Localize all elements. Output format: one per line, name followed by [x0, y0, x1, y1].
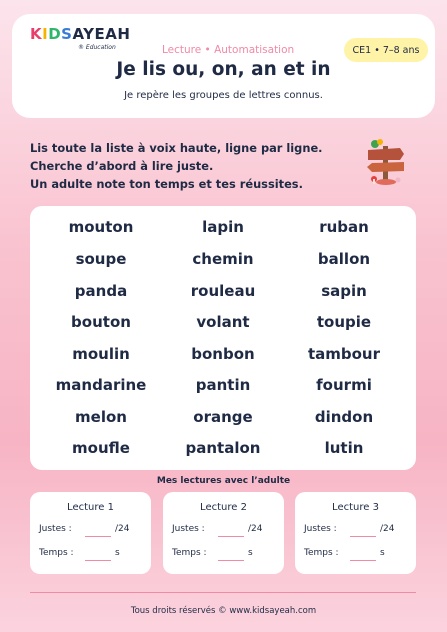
logo-text: KIDSAYEAH	[30, 25, 131, 43]
time-label: Temps :	[172, 548, 207, 558]
level-badge: CE1 • 7–8 ans	[344, 38, 428, 62]
correct-label: Justes :	[304, 524, 337, 534]
instruction-line: Cherche d’abord à lire juste.	[30, 159, 214, 173]
word: soupe	[75, 250, 127, 268]
category-label: Lecture • Automatisation	[162, 44, 295, 56]
word: mouton	[68, 218, 134, 236]
word: pantin	[195, 376, 251, 394]
reading-box-1	[30, 492, 151, 574]
word: ruban	[319, 218, 369, 236]
word: panda	[74, 282, 128, 300]
word: melon	[75, 408, 127, 426]
word: rouleau	[190, 282, 256, 300]
logo	[30, 25, 140, 59]
word: ballon	[317, 250, 371, 268]
signpost-icon	[364, 138, 408, 186]
reading-title: Lecture 3	[332, 502, 379, 513]
word: bonbon	[191, 345, 255, 363]
word: bouton	[71, 313, 131, 331]
correct-total: /24	[248, 524, 263, 534]
logo-subtext: ® Education	[78, 44, 116, 51]
word: fourmi	[316, 376, 372, 394]
correct-total: /24	[115, 524, 130, 534]
reading-box-3	[295, 492, 416, 574]
correct-blank[interactable]	[85, 536, 111, 537]
time-unit: s	[248, 548, 253, 558]
word: dindon	[314, 408, 374, 426]
reading-box-2	[163, 492, 284, 574]
readings-section-title: Mes lectures avec l’adulte	[156, 476, 291, 486]
correct-blank[interactable]	[218, 536, 244, 537]
correct-total: /24	[380, 524, 395, 534]
reading-title: Lecture 1	[67, 502, 114, 513]
word: mandarine	[55, 376, 147, 394]
instructions	[30, 139, 330, 193]
time-label: Temps :	[304, 548, 339, 558]
footer-copyright: Tous droits réservés © www.kidsayeah.com	[130, 606, 317, 616]
word: lutin	[324, 439, 364, 457]
time-blank[interactable]	[85, 560, 111, 561]
word: moufle	[72, 439, 130, 457]
word: orange	[193, 408, 253, 426]
time-blank[interactable]	[218, 560, 244, 561]
word: toupie	[316, 313, 372, 331]
reading-title: Lecture 2	[200, 502, 247, 513]
word: chemin	[192, 250, 254, 268]
time-label: Temps :	[39, 548, 74, 558]
correct-label: Justes :	[39, 524, 72, 534]
time-blank[interactable]	[350, 560, 376, 561]
correct-blank[interactable]	[350, 536, 376, 537]
word: volant	[196, 313, 250, 331]
word: sapin	[321, 282, 367, 300]
instruction-line: Lis toute la liste à voix haute, ligne par ligne.	[30, 141, 323, 155]
word: pantalon	[185, 439, 261, 457]
instruction-line: Un adulte note ton temps et tes réussites.	[30, 177, 303, 191]
time-unit: s	[380, 548, 385, 558]
word: tambour	[307, 345, 381, 363]
page-title: Je lis ou, on, an et in	[116, 59, 331, 80]
page-subtitle: Je repère les groupes de lettres connus.	[124, 90, 323, 101]
correct-label: Justes :	[172, 524, 205, 534]
time-unit: s	[115, 548, 120, 558]
word: moulin	[72, 345, 130, 363]
word-list-card	[30, 206, 416, 470]
footer-divider	[30, 592, 416, 593]
word: lapin	[202, 218, 244, 236]
